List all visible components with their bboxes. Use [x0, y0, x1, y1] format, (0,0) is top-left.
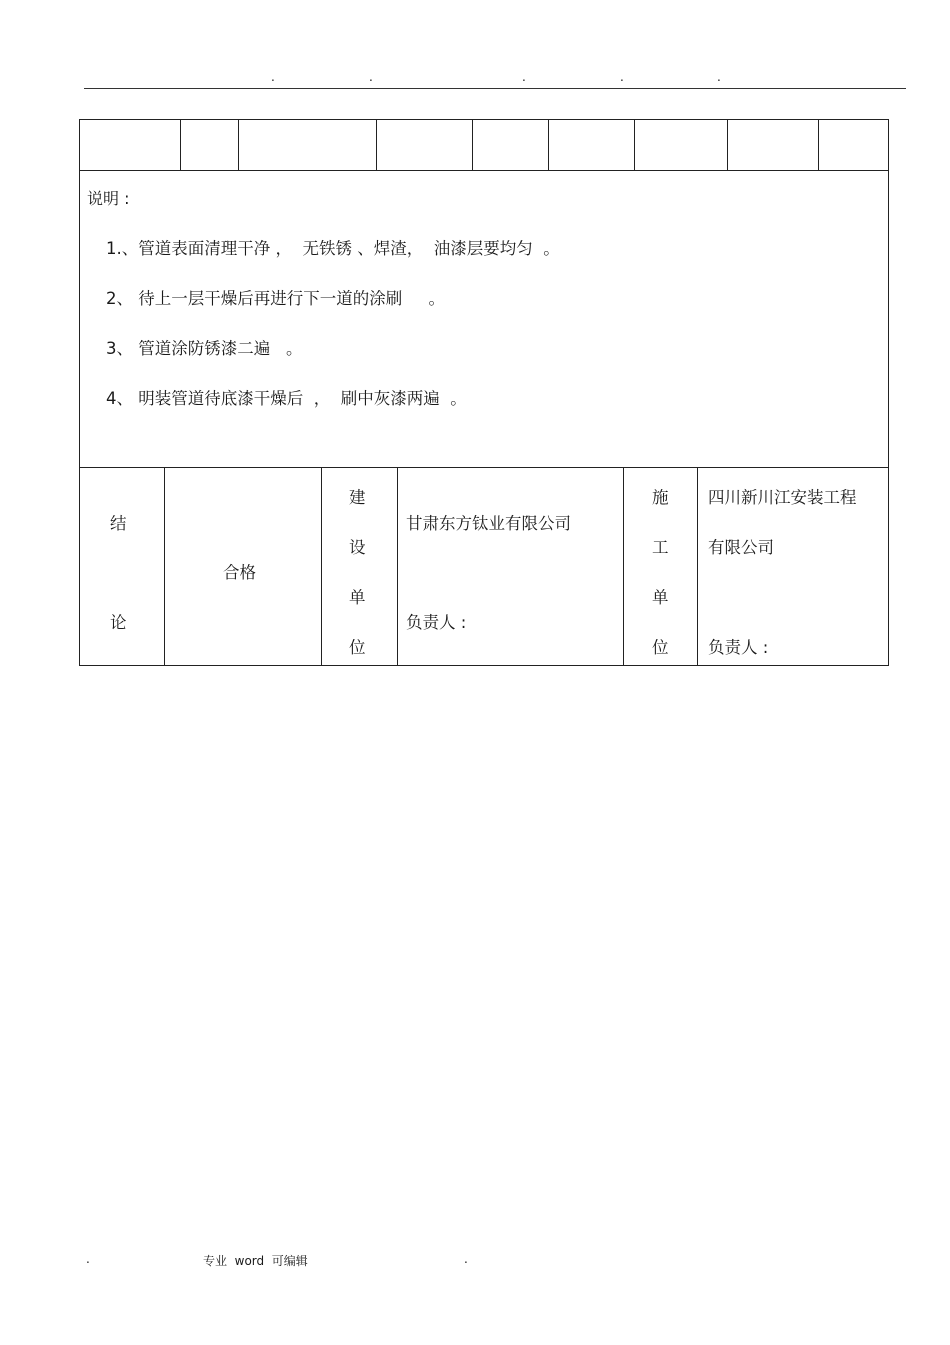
table-header-row [80, 120, 888, 171]
column-divider [818, 120, 819, 170]
column-divider [376, 120, 377, 170]
construction-unit-company: 甘肃东方钛业有限公司 [406, 514, 571, 533]
note-item: 2、 待上一层干燥后再进行下一道的涂刷 。 [106, 289, 445, 308]
footer-right-dot: . [464, 1252, 468, 1266]
column-divider [472, 120, 473, 170]
column-divider [164, 468, 165, 665]
installation-unit-company-line: 有限公司 [708, 538, 774, 557]
conclusion-label-char: 结 [110, 514, 127, 533]
note-item: 4、 明装管道待底漆干燥后 ， 刷中灰漆两遍 。 [106, 389, 467, 408]
column-divider [634, 120, 635, 170]
installation-unit-responsible: 负责人 : [708, 638, 769, 657]
header-dot: . [717, 70, 721, 84]
column-divider [548, 120, 549, 170]
installation-unit-label-char: 工 [652, 538, 669, 557]
inspection-table [79, 119, 889, 666]
note-item: 1.、管道表面清理干净 ， 无铁锈 、焊渣， 油漆层要均匀 。 [106, 239, 560, 258]
conclusion-label-char: 论 [110, 613, 127, 632]
construction-unit-responsible: 负责人 : [406, 613, 467, 632]
column-divider [697, 468, 698, 665]
header-rule [84, 88, 906, 89]
installation-unit-label-char: 单 [652, 588, 669, 607]
installation-unit-label-char: 位 [652, 638, 669, 657]
construction-unit-label-char: 建 [349, 488, 366, 507]
construction-unit-label-char: 位 [349, 638, 366, 657]
column-divider [180, 120, 181, 170]
header-dot: . [522, 70, 526, 84]
column-divider [238, 120, 239, 170]
conclusion-result: 合格 [223, 563, 256, 582]
footer-text: 专业 word 可编辑 [203, 1254, 308, 1268]
header-dot: . [271, 70, 275, 84]
header-dots [0, 70, 950, 84]
signoff-section [80, 468, 888, 665]
notes-title: 说明 : [87, 189, 130, 208]
notes-section [80, 171, 888, 468]
construction-unit-label-char: 设 [349, 538, 366, 557]
column-divider [727, 120, 728, 170]
header-dot: . [369, 70, 373, 84]
installation-unit-company-line: 四川新川江安装工程 [708, 488, 857, 507]
installation-unit-label-char: 施 [652, 488, 669, 507]
footer-left-dot: . [86, 1252, 90, 1266]
column-divider [397, 468, 398, 665]
column-divider [321, 468, 322, 665]
construction-unit-label-char: 单 [349, 588, 366, 607]
column-divider [623, 468, 624, 665]
header-dot: . [620, 70, 624, 84]
note-item: 3、 管道涂防锈漆二遍 。 [106, 339, 303, 358]
